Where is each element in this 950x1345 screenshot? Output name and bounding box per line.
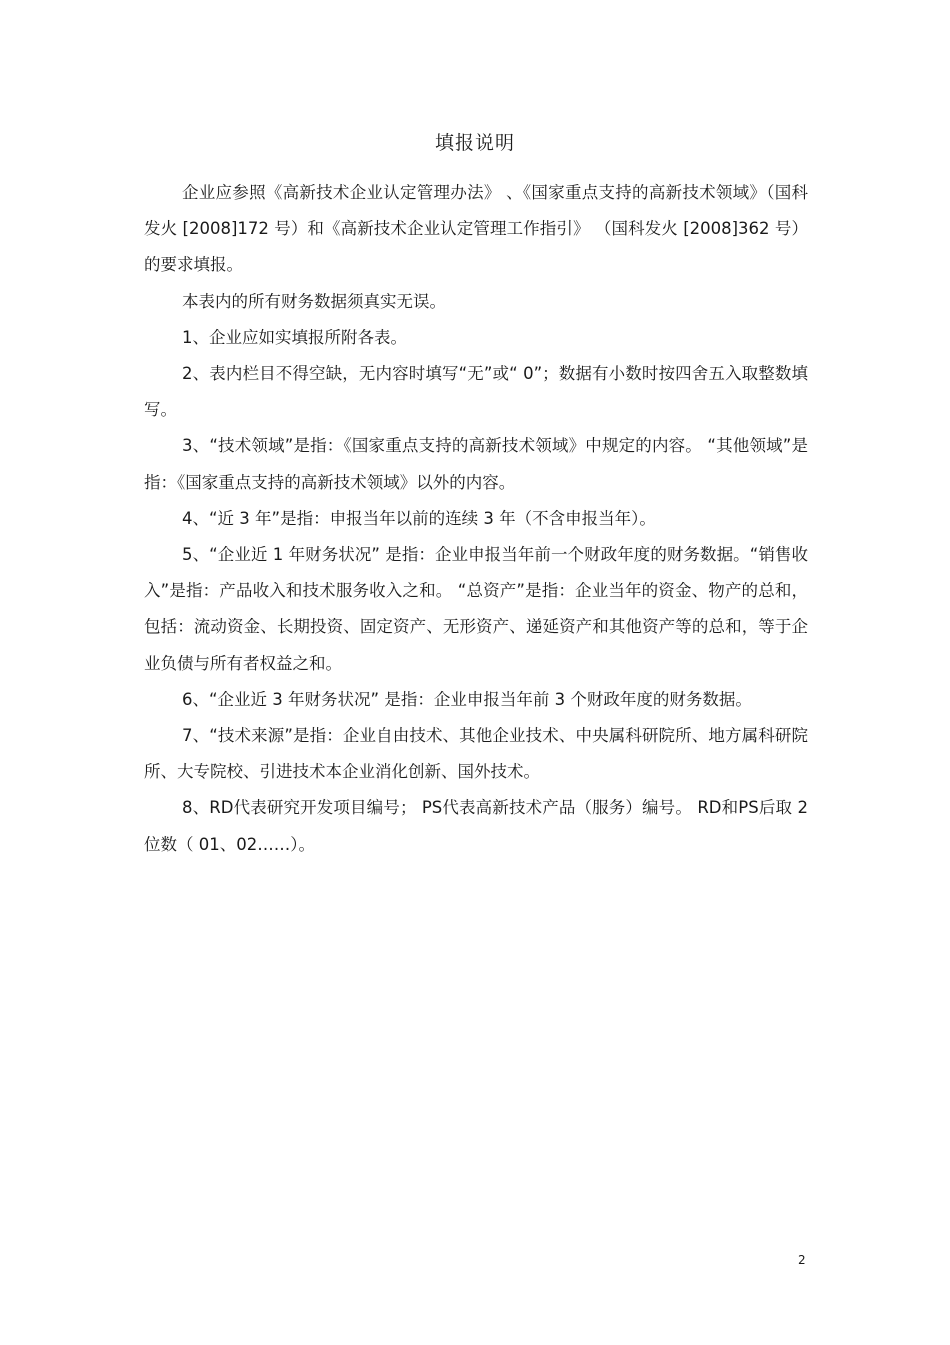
instruction-item-3: 3、“技术领域”是指：《国家重点支持的高新技术领域》中规定的内容。 “其他领域”是指：《国家重点支持的高新技术领域》以外的内容。 — [144, 436, 808, 492]
instruction-item-6: 6、“企业近 3 年财务状况” 是指：企业申报当年前 3 个财政年度的财务数据。 — [182, 689, 752, 709]
instruction-item-2: 2、表内栏目不得空缺，无内容时填写“无”或“ 0”；数据有小数时按四舍五入取整数填写。 — [144, 364, 808, 420]
instructions-body — [144, 175, 808, 863]
instruction-item-5: 5、“企业近 1 年财务状况” 是指：企业申报当年前一个财政年度的财务数据。“销售收入”是指：产品收入和技术服务收入之和。 “总资产”是指：企业当年的资金、物产的总和，包括：流动资金、长期投资、固定资产、无形资产、递延资产和其他资产等的总和，等于企业负债与所有者权益之和。 — [144, 545, 808, 673]
financial-accuracy-paragraph: 本表内的所有财务数据须真实无误。 — [182, 291, 446, 311]
instruction-item-7: 7、“技术来源”是指：企业自由技术、其他企业技术、中央属科研院所、地方属科研院所、大专院校、引进技术本企业消化创新、国外技术。 — [144, 726, 808, 782]
instruction-item-4: 4、“近 3 年”是指：申报当年以前的连续 3 年（不含申报当年）。 — [182, 508, 656, 528]
instruction-item-8: 8、RD代表研究开发项目编号； PS代表高新技术产品（服务）编号。 RD和PS后取 2 位数（ 01、02……）。 — [144, 798, 808, 854]
instruction-item-1: 1、企业应如实填报所附各表。 — [182, 327, 407, 347]
page-title: 填报说明 — [434, 132, 515, 154]
intro-paragraph: 企业应参照《高新技术企业认定管理办法》 、《国家重点支持的高新技术领域》（国科发火 [2008]172 号）和《高新技术企业认定管理工作指引》 （国科发火 [2008]362 号）的要求填报。 — [144, 183, 808, 275]
page-number: 2 — [798, 1253, 806, 1267]
